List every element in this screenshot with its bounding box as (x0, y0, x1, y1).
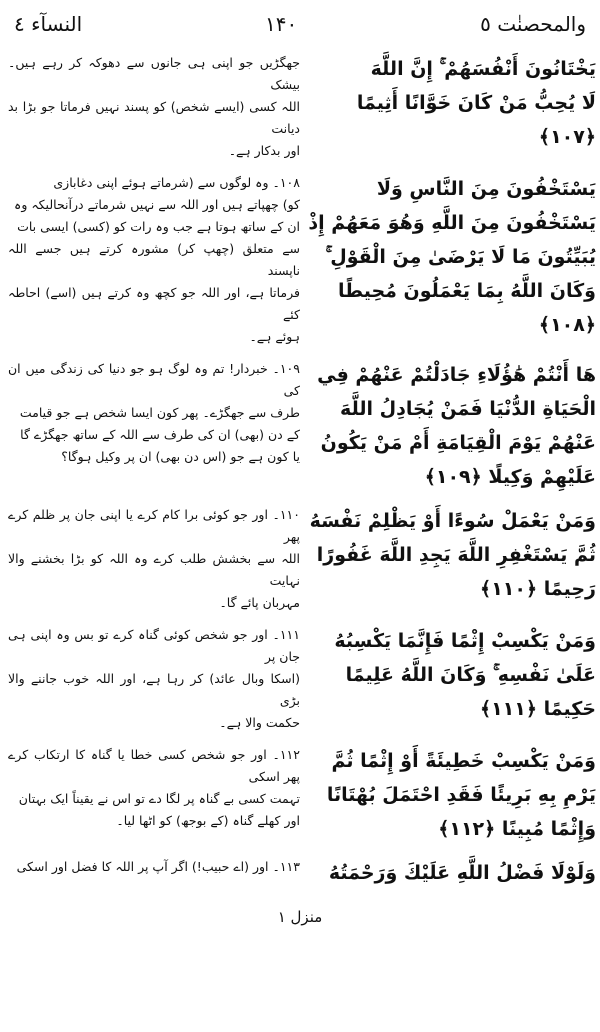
page-number: ۱۴۰ (265, 12, 298, 36)
arabic-verse-line: عَنْهُمْ يَوْمَ الْقِيَامَةِ أَمْ مَنْ يَكُونُ (320, 432, 596, 454)
arabic-verse-block (304, 504, 596, 614)
arabic-verse-line: يَسْتَخْفُونَ مِنَ النَّاسِ وَلَا (376, 178, 596, 200)
juz-name: والمحصنٰت ٥ (480, 12, 586, 36)
urdu-translation-line: ۱۰۸۔ وہ لوگوں سے (شرماتے ہوئے اپنی دغابازی (53, 175, 300, 190)
urdu-translation-line: کو) چھپاتے ہیں اور اللہ سے نہیں شرماتے درآنحالیکہ وہ (14, 197, 300, 212)
urdu-translation-line: طرف سے جھگڑے۔ پھر کون ایسا شخص ہے جو قیامت (19, 405, 300, 420)
urdu-translation-block (8, 856, 300, 890)
urdu-translation-block (8, 744, 300, 846)
arabic-verse-line: وَمَنْ يَكْسِبْ خَطِيئَةً أَوْ إِثْمًا ثُمَّ (331, 750, 596, 772)
arabic-verse-line: يَرْمِ بِهِ بَرِيئًا فَقَدِ احْتَمَلَ بُهْتَانًا (326, 784, 596, 806)
urdu-translation-block (8, 504, 300, 614)
arabic-verse-line: عَلَىٰ نَفْسِهِ ۚ وَكَانَ اللَّهُ عَلِيمًا (345, 664, 596, 686)
urdu-translation-line: ۱۱۳۔ اور (اے حبیب!) اگر آپ پر اللہ کا فضل اور اسکی (16, 859, 300, 874)
page-content (0, 44, 600, 900)
urdu-translation-line: حکمت والا ہے۔ (219, 715, 300, 730)
arabic-verse-line: لَا يُحِبُّ مَنْ كَانَ خَوَّانًا أَثِيمًا ﴿١٠٧﴾ (356, 92, 596, 148)
urdu-translation-line: ان کے ساتھ ہوتا ہے جب وہ رات کو (کسی) ایسی بات (17, 219, 300, 234)
arabic-verse-line: الْحَيَاةِ الدُّنْيَا فَمَنْ يُجَادِلُ اللَّهَ (340, 398, 596, 420)
arabic-verse-line: يَخْتَانُونَ أَنْفُسَهُمْ ۚ إِنَّ اللَّهَ (370, 58, 596, 80)
urdu-translation-block (8, 52, 300, 162)
arabic-verse-line: يَسْتَخْفُونَ مِنَ اللَّهِ وَهُوَ مَعَهُمْ إِذْ (308, 212, 596, 234)
arabic-verse-line: ثُمَّ يَسْتَغْفِرِ اللَّهَ يَجِدِ اللَّهَ غَفُورًا (316, 544, 596, 566)
arabic-verse-line: هَا أَنْتُمْ هَٰؤُلَاءِ جَادَلْتُمْ عَنْهُمْ فِي (317, 364, 596, 386)
arabic-verse-line: وَكَانَ اللَّهُ بِمَا يَعْمَلُونَ مُحِيطًا ﴿١٠٨﴾ (338, 280, 596, 336)
arabic-verse-line: وَإِثْمًا مُبِينًا ﴿١١٢﴾ (438, 818, 596, 840)
urdu-translation-line: ۱۱۲۔ اور جو شخص کسی خطا یا گناہ کا ارتکاب کرے پھر اسکی (8, 747, 300, 784)
arabic-verse-line: حَكِيمًا ﴿١١١﴾ (479, 698, 596, 720)
arabic-verse-line: وَمَنْ يَعْمَلْ سُوءًا أَوْ يَظْلِمْ نَفْسَهُ (309, 510, 596, 532)
arabic-verse-line: وَمَنْ يَكْسِبْ إِثْمًا فَإِنَّمَا يَكْسِبُهُ (334, 630, 596, 652)
arabic-verse-block (304, 172, 596, 348)
urdu-translation-line: جھگڑیں جو اپنی ہی جانوں سے دھوکہ کر رہے ہیں۔ بیشک (8, 55, 300, 92)
urdu-translation-line: فرماتا ہے، اور اللہ جو کچھ وہ کرتے ہیں (اسے) احاطہ کئے (8, 285, 300, 322)
urdu-translation-block (8, 172, 300, 348)
urdu-translation-line: اور بدکار ہے۔ (228, 143, 300, 158)
arabic-verse-line: رَحِيمًا ﴿١١٠﴾ (480, 578, 596, 600)
urdu-translation-block (8, 358, 300, 494)
urdu-translation-line: ۱۱۱۔ اور جو شخص کوئی گناہ کرے تو بس وہ اپنی ہی جان پر (8, 627, 300, 664)
urdu-translation-block (8, 624, 300, 734)
urdu-translation-line: تہمت کسی بے گناہ پر لگا دے تو اس نے یقیناً ایک بہتان (18, 791, 300, 806)
arabic-verse-block (304, 358, 596, 494)
arabic-verse-block (304, 856, 596, 890)
urdu-translation-line: مہربان پائے گا۔ (219, 595, 300, 610)
urdu-translation-line: سے متعلق (چھپ کر) مشورہ کرتے ہیں جسے اللہ ناپسند (8, 241, 300, 278)
surah-name: النسآء ٤ (14, 12, 83, 36)
arabic-verse-block (304, 624, 596, 734)
urdu-translation-line: (اسکا وبال عائد) کر رہا ہے، اور اللہ خوب جاننے والا بڑی (8, 671, 300, 708)
arabic-verse-block (304, 744, 596, 846)
urdu-translation-line: کے دن (بھی) ان کی طرف سے اللہ کے ساتھ جھگڑے گا (20, 427, 300, 442)
arabic-verse-line: عَلَيْهِمْ وَكِيلًا ﴿١٠٩﴾ (424, 466, 596, 488)
page-header (0, 0, 600, 44)
urdu-translation-line: ہوئے ہے۔ (249, 329, 300, 344)
arabic-verse-block (304, 52, 596, 162)
urdu-translation-line: اور کھلے گناہ (کے بوجھ) کو اٹھا لیا۔ (116, 813, 300, 828)
urdu-translation-line: ۱۰۹۔ خبردار! تم وہ لوگ ہو جو دنیا کی زندگی میں ان کی (8, 361, 300, 398)
urdu-translation-line: اللہ کسی (ایسے شخص) کو پسند نہیں فرماتا جو بڑا بد دیانت (8, 99, 300, 136)
urdu-translation-line: یا کون ہے جو (اس دن بھی) ان پر وکیل ہوگا؟ (61, 449, 300, 464)
arabic-verse-line: يُبَيِّتُونَ مَا لَا يَرْضَىٰ مِنَ الْقَوْلِ ۚ (325, 246, 596, 268)
arabic-verse-line: وَلَوْلَا فَضْلُ اللَّهِ عَلَيْكَ وَرَحْمَتُهُ (328, 862, 596, 884)
urdu-translation-line: اللہ سے بخشش طلب کرے وہ اللہ کو بڑا بخشنے والا نہایت (8, 551, 300, 588)
manzil-label: منزل ۱ (277, 908, 323, 926)
urdu-translation-line: ۱۱۰۔ اور جو کوئی برا کام کرے یا اپنی جان پر ظلم کرے پھر (8, 507, 300, 544)
